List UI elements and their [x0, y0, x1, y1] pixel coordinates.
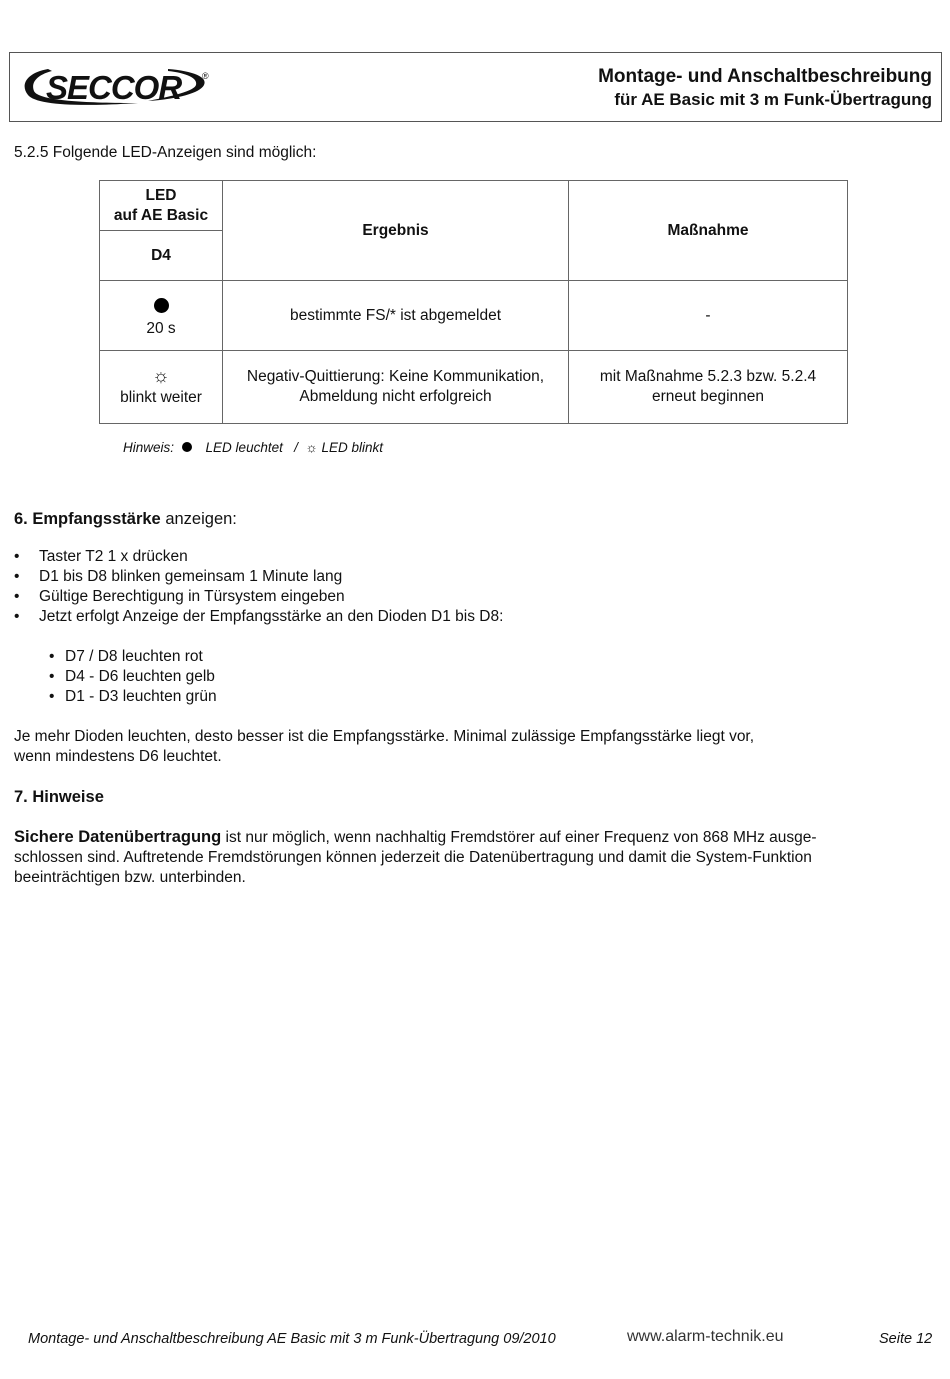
paragraph-line: wenn mindestens D6 leuchtet. [14, 748, 222, 765]
led-header-line2: auf AE Basic [113, 206, 209, 224]
legend-on-label: LED leuchtet [205, 440, 283, 455]
paragraph-line: schlossen sind. Auftretende Fremdstörungen können jederzeit die Datenübertragung und damit die System-Funktion [14, 849, 812, 866]
section-6-heading-bold: 6. Empfangsstärke [14, 510, 161, 528]
led-cell-row1 [100, 281, 223, 351]
sun-icon: ☼ [152, 366, 170, 387]
result-header: Ergebnis [223, 181, 569, 281]
legend-prefix: Hinweis: [123, 440, 175, 455]
d4-subheader: D4 [100, 231, 223, 281]
page-header [9, 52, 942, 122]
filled-dot-icon [154, 298, 169, 313]
led-cell-row2 [100, 351, 223, 424]
result-row1: bestimmte FS/* ist abgemeldet [223, 281, 569, 351]
section-7-heading: 7. Hinweise [14, 788, 104, 806]
section-6-heading [14, 509, 237, 529]
list-item: • Gültige Berechtigung in Türsystem eingeben [14, 587, 503, 607]
seccor-logo [18, 63, 213, 109]
sun-icon: ☼ [305, 440, 318, 455]
legend-separator: / [294, 440, 298, 455]
footer-doc-title: Montage- und Anschaltbeschreibung AE Basic mit 3 m Funk-Übertragung 09/2010 [28, 1331, 556, 1347]
steps-list [14, 547, 503, 627]
notes-line1-rest: ist nur möglich, wenn nachhaltig Fremdstörer auf einer Frequenz von 868 MHz ausge- [221, 829, 817, 846]
led-header-cell [100, 181, 223, 231]
title-line-2: für AE Basic mit 3 m Funk-Übertragung [614, 90, 932, 109]
paragraph-line: Je mehr Dioden leuchten, desto besser ist die Empfangsstärke. Minimal zulässige Empfangsstärke liegt vor, [14, 728, 755, 745]
list-item: • Taster T2 1 x drücken [14, 547, 503, 567]
action-row2 [569, 351, 848, 424]
action-row2-line1: mit Maßnahme 5.2.3 bzw. 5.2.4 [599, 368, 817, 385]
result-row2-line1: Negativ-Quittierung: Keine Kommunikation, [246, 368, 545, 385]
paragraph-line [14, 827, 817, 848]
led-text-row1: 20 s [146, 319, 176, 337]
action-row2-line2: erneut beginnen [651, 388, 765, 405]
legend-blink-label: LED blinkt [321, 440, 384, 455]
led-text-row2: blinkt weiter [120, 389, 202, 406]
paragraph-line: beeinträchtigen bzw. unterbinden. [14, 869, 246, 886]
signal-strength-paragraph [14, 727, 754, 767]
list-item: • D1 - D3 leuchten grün [49, 687, 217, 707]
list-item: • D7 / D8 leuchten rot [49, 647, 217, 667]
list-item: • D1 bis D8 blinken gemeinsam 1 Minute lang [14, 567, 503, 587]
led-header-line1: LED [145, 186, 177, 204]
filled-dot-icon [182, 442, 192, 452]
diode-color-list [49, 647, 217, 707]
section-525-heading: 5.2.5 Folgende LED-Anzeigen sind möglich: [14, 144, 317, 161]
footer-page-number: Seite 12 [879, 1331, 933, 1347]
action-row1: - [569, 281, 848, 351]
registered-mark: ® [202, 71, 209, 81]
footer-url: www.alarm-technik.eu [627, 1328, 784, 1345]
led-table [99, 180, 848, 424]
notes-paragraph [14, 827, 817, 888]
logo-text: SECCOR [46, 69, 182, 106]
notes-bold-lead: Sichere Datenübertragung [14, 828, 222, 846]
document-title [598, 65, 932, 111]
list-item: • Jetzt erfolgt Anzeige der Empfangsstärke an den Dioden D1 bis D8: [14, 607, 503, 627]
section-6-heading-rest: anzeigen: [160, 510, 237, 528]
result-row2-line2: Abmeldung nicht erfolgreich [299, 388, 492, 405]
list-item: • D4 - D6 leuchten gelb [49, 667, 217, 687]
title-line-1: Montage- und Anschaltbeschreibung [598, 66, 932, 87]
result-row2 [223, 351, 569, 424]
legend-note [123, 440, 383, 455]
action-header: Maßnahme [569, 181, 848, 281]
